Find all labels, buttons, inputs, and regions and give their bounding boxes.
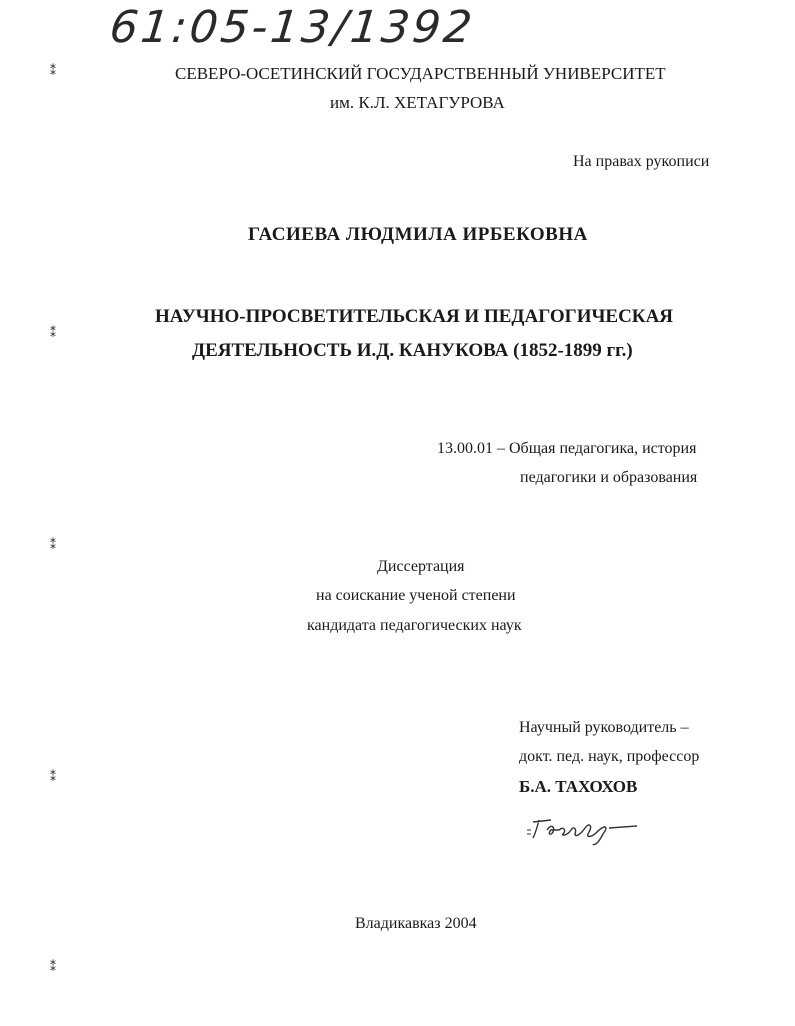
city-year: Владикавказ 2004 [355,915,477,932]
binding-mark: ⁑ [50,538,56,552]
thesis-title-line2: ДЕЯТЕЛЬНОСТЬ И.Д. КАНУКОВА (1852-1899 гг.) [192,340,633,361]
binding-mark: ⁑ [50,960,56,974]
handwritten-catalog-code: 61:05-13/1392 [107,2,478,53]
university-named-after: им. К.Л. ХЕТАГУРОВА [330,93,505,112]
supervisor-degree: докт. пед. наук, профессор [519,748,700,765]
university-name: СЕВЕРО-ОСЕТИНСКИЙ ГОСУДАРСТВЕННЫЙ УНИВЕРСИТЕТ [175,64,666,83]
supervisor-signature [525,808,645,848]
specialty-line1: 13.00.01 – Общая педагогика, история [437,440,697,457]
supervisor-label: Научный руководитель – [519,719,689,736]
author-name: ГАСИЕВА ЛЮДМИЛА ИРБЕКОВНА [248,224,588,245]
binding-mark: ⁑ [50,770,56,784]
dissertation-label: Диссертация [377,558,465,575]
supervisor-name: Б.А. ТАХОХОВ [519,777,638,796]
degree-line: на соискание ученой степени [316,587,516,604]
rights-note: На правах рукописи [573,153,710,170]
degree-field-line: кандидата педагогических наук [307,617,522,634]
thesis-title-line1: НАУЧНО-ПРОСВЕТИТЕЛЬСКАЯ И ПЕДАГОГИЧЕСКАЯ [155,306,674,327]
binding-mark: ⁑ [50,326,56,340]
binding-mark: ⁑ [50,64,56,78]
specialty-line2: педагогики и образования [520,469,698,486]
